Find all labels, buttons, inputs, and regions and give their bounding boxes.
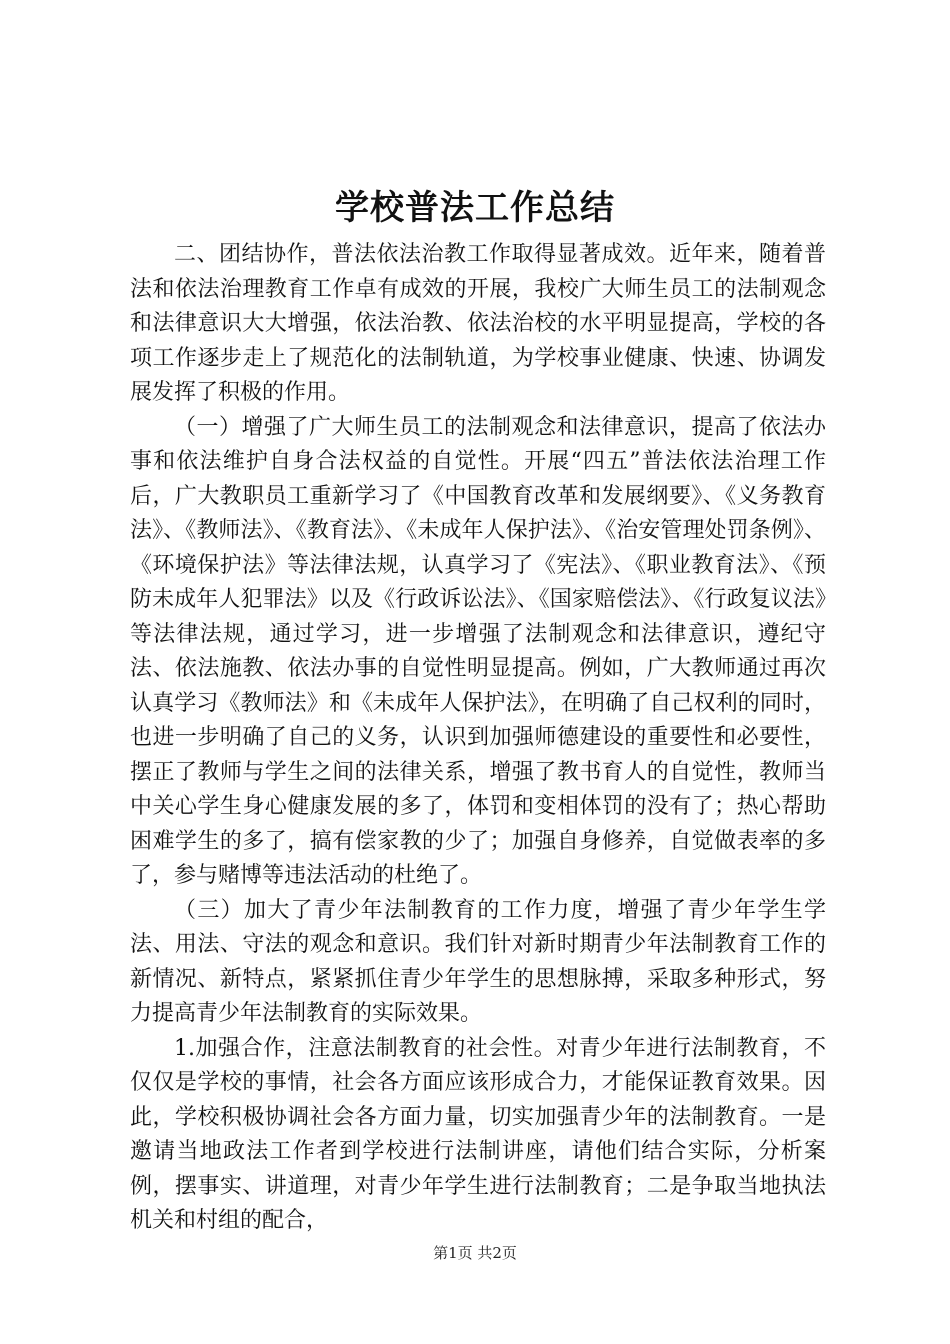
page-title: 学校普法工作总结 (335, 188, 615, 228)
document-body (130, 238, 826, 1239)
page-footer (0, 1243, 950, 1263)
paragraph-4: 1.加强合作，注意法制教育的社会性。对青少年进行法制教育，不仅仅是学校的事情，社会各方面应该形成合力，才能保证教育效果。因此，学校积极协调社会各方面力量，切实加强青少年的法制教育。一是邀请当地政法工作者到学校进行法制讲座，请他们结合实际，分析案例，摆事实、讲道理，对青少年学生进行法制教育；二是争取当地执法机关和村组的配合， (130, 1035, 826, 1233)
page-indicator: 第1页 共2页 (433, 1244, 517, 1262)
paragraph-1: 二、团结协作，普法依法治教工作取得显著成效。近年来，随着普法和依法治理教育工作卓有成效的开展，我校广大师生员工的法制观念和法律意识大大增强，依法治教、依法治校的水平明显提高，学校的各项工作逐步走上了规范化的法制轨道，为学校事业健康、快速、协调发展发挥了积极的作用。 (130, 242, 826, 405)
paragraph-3: （三）加大了青少年法制教育的工作力度，增强了青少年学生学法、用法、守法的观念和意识。我们针对新时期青少年法制教育工作的新情况、新特点，紧紧抓住青少年学生的思想脉搏，采取多种形式，努力提高青少年法制教育的实际效果。 (130, 897, 826, 1026)
paragraph-2: （一）增强了广大师生员工的法制观念和法律意识，提高了依法办事和依法维护自身合法权益的自觉性。开展“四五”普法依法治理工作后，广大教职员工重新学习了《中国教育改革和发展纲要》、《义务教育法》、《教师法》、《教育法》、《未成年人保护法》、《治安管理处罚条例》、《环境保护法》等法律法规，认真学习了《宪法》、《职业教育法》、《预防未成年人犯罪法》以及《行政诉讼法》、《国家赔偿法》、《行政复议法》等法律法规，通过学习，进一步增强了法制观念和法律意识，遵纪守法、依法施教、依法办事的自觉性明显提高。例如，广大教师通过再次认真学习《教师法》和《未成年人保护法》，在明确了自己权利的同时，也进一步明确了自己的义务，认识到加强师德建设的重要性和必要性，摆正了教师与学生之间的法律关系，增强了教书育人的自觉性，教师当中关心学生身心健康发展的多了，体罚和变相体罚的没有了；热心帮助困难学生的多了，搞有偿家教的少了；加强自身修养，自觉做表率的多了，参与赌博等违法活动的杜绝了。 (130, 414, 826, 888)
